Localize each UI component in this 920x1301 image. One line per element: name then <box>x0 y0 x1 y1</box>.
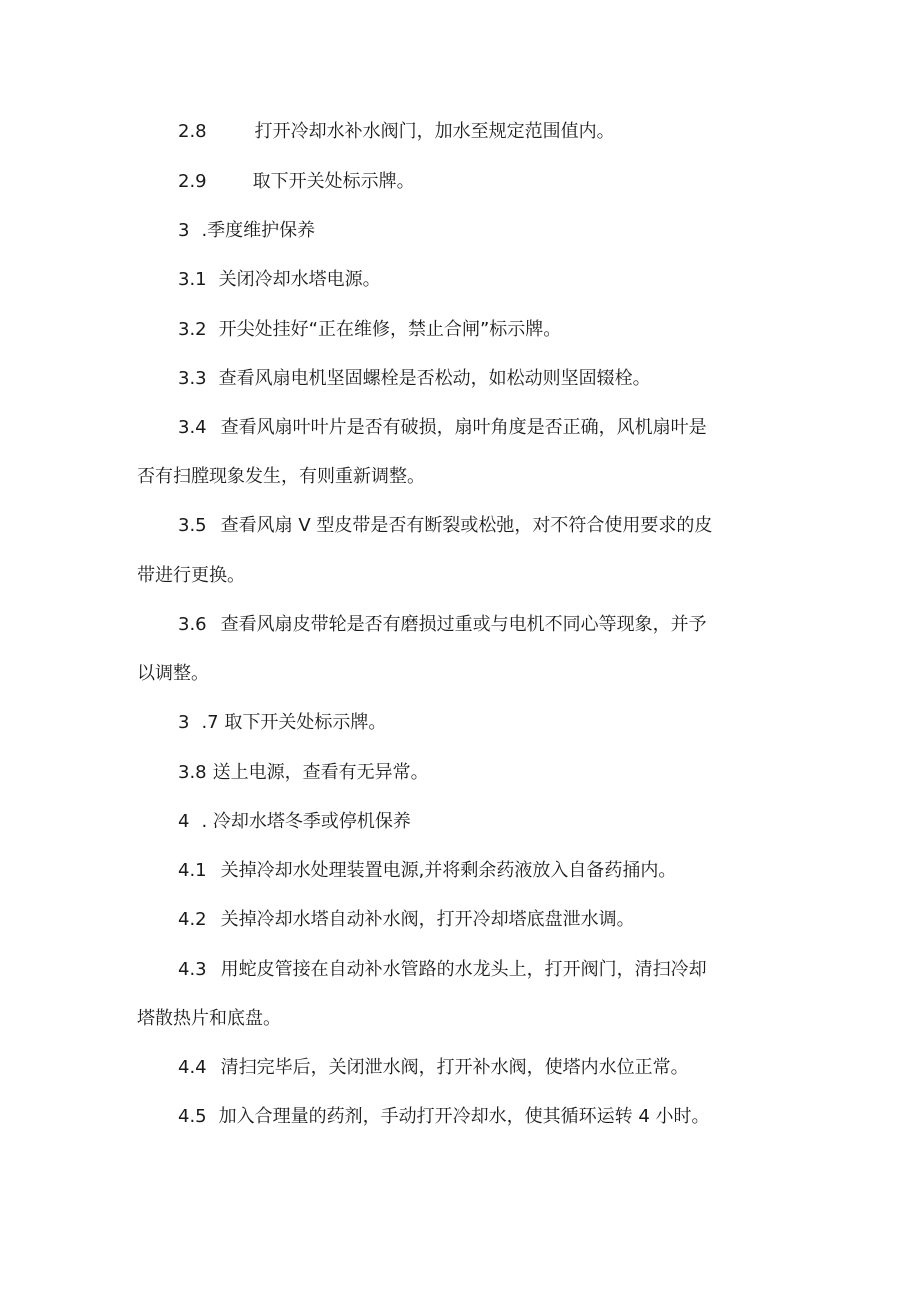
paragraph-text: . 冷却水塔冬季或停机保养 <box>201 811 411 832</box>
section-heading-4 <box>178 810 411 834</box>
paragraph-number: 2.9 <box>178 171 207 192</box>
paragraph-number: 4.3 <box>178 959 207 980</box>
paragraph-number: 3.8 <box>178 762 207 783</box>
paragraph-text: 加入合理量的药剂，手动打开冷却水，使其循环运转 4 小时。 <box>218 1106 710 1127</box>
paragraph-number: 4 <box>178 811 190 832</box>
paragraph-2-9 <box>178 170 415 194</box>
paragraph-3-4 <box>178 416 707 440</box>
paragraph-number: 3.2 <box>178 319 207 340</box>
paragraph-3-6-continuation <box>137 662 209 686</box>
paragraph-text: 打开冷却水补水阀门，加水至规定范围值内。 <box>254 121 615 142</box>
paragraph-3-2 <box>178 318 561 342</box>
paragraph-text: 送上电源，查看有无异常。 <box>212 762 429 783</box>
paragraph-text: 查看风扇电机坚固螺栓是否松动，如松动则坚固辍栓。 <box>218 368 651 389</box>
paragraph-text: 带进行更换。 <box>137 565 245 586</box>
paragraph-number: 4.2 <box>178 909 207 930</box>
paragraph-4-3-continuation <box>137 1007 281 1031</box>
paragraph-3-3 <box>178 367 651 391</box>
paragraph-text: .7 取下开关处标示牌。 <box>201 712 387 733</box>
paragraph-4-1 <box>178 859 676 883</box>
paragraph-text: 查看风扇叶叶片是否有破损，扇叶角度是否正确，风机扇叶是 <box>220 417 707 438</box>
paragraph-number: 3.4 <box>178 417 207 438</box>
paragraph-number: 3 <box>178 220 190 241</box>
paragraph-text: 关掉冷却水塔自动补水阀，打开冷却塔底盘泄水调。 <box>220 909 635 930</box>
paragraph-number: 2.8 <box>178 121 207 142</box>
paragraph-text: 开尖处挂好“正在维修，禁止合闸”标示牌。 <box>218 319 562 340</box>
paragraph-number: 3.1 <box>178 269 207 290</box>
paragraph-number: 4.5 <box>178 1106 207 1127</box>
paragraph-text: 关掉冷却水处理装置电源,并将剩余药液放入自备药捅内。 <box>220 860 677 881</box>
paragraph-number: 4.4 <box>178 1057 207 1078</box>
paragraph-text: 否有扫膛现象发生，有则重新调整。 <box>137 466 425 487</box>
paragraph-3-6 <box>178 613 707 637</box>
paragraph-4-2 <box>178 908 635 932</box>
paragraph-3-5 <box>178 514 712 538</box>
paragraph-number: 4.1 <box>178 860 207 881</box>
paragraph-text: 用蛇皮管接在自动补水管路的水龙头上，打开阀门，清扫冷却 <box>220 959 707 980</box>
paragraph-text: 查看风扇皮带轮是否有磨损过重或与电机不同心等现象，并予 <box>220 614 707 635</box>
paragraph-text: 清扫完毕后，关闭泄水阀，打开补水阀，使塔内水位正常。 <box>220 1057 689 1078</box>
paragraph-number: 3.6 <box>178 614 207 635</box>
paragraph-text: .季度维护保养 <box>201 220 316 241</box>
paragraph-text: 塔散热片和底盘。 <box>137 1008 281 1029</box>
paragraph-number: 3.3 <box>178 368 207 389</box>
paragraph-3-1 <box>178 268 381 292</box>
section-heading-3 <box>178 219 315 243</box>
paragraph-text: 取下开关处标示牌。 <box>252 171 415 192</box>
paragraph-4-3 <box>178 958 707 982</box>
paragraph-text: 以调整。 <box>137 663 209 684</box>
paragraph-4-4 <box>178 1056 689 1080</box>
paragraph-number: 3.5 <box>178 515 207 536</box>
paragraph-3-7 <box>178 711 386 735</box>
paragraph-3-4-continuation <box>137 465 425 489</box>
paragraph-4-5 <box>178 1105 710 1129</box>
paragraph-3-5-continuation <box>137 564 245 588</box>
paragraph-text: 查看风扇 V 型皮带是否有断裂或松弛，对不符合使用要求的皮 <box>220 515 713 536</box>
paragraph-2-8 <box>178 120 615 144</box>
paragraph-3-8 <box>178 761 429 785</box>
paragraph-number: 3 <box>178 712 190 733</box>
paragraph-text: 关闭冷却水塔电源。 <box>218 269 381 290</box>
